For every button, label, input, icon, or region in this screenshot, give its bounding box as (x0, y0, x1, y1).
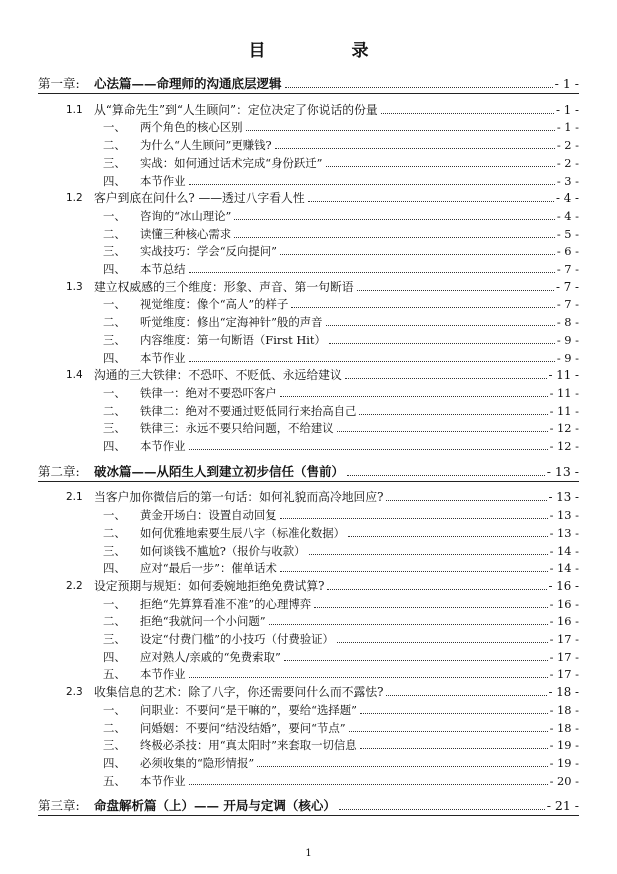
toc-subsection-row[interactable] (103, 134, 579, 152)
toc-entry-label: 读懂三种核心需求 (140, 226, 232, 241)
toc-entry-number: 二、 (103, 226, 126, 241)
toc-entry-label: 如何谈钱不尴尬?（报价与收款） (140, 543, 306, 558)
dot-leader (189, 272, 555, 273)
toc-section-row[interactable] (66, 575, 579, 593)
toc-entry-label: 听觉维度：修出“定海神针”般的声音 (140, 315, 323, 330)
toc-entry-page: - 14 - (549, 543, 579, 558)
toc-subsection-row[interactable] (103, 347, 579, 365)
toc-entry-number: 三、 (103, 738, 126, 753)
dot-leader (246, 130, 555, 131)
toc-entry-label: 拒绝“我就问一个小问题” (140, 614, 266, 629)
dot-leader (345, 378, 547, 379)
toc-entry-label: 建立权威感的三个维度：形象、声音、第一句断语 (94, 279, 354, 294)
toc-subsection-row[interactable] (103, 610, 579, 628)
toc-entry-label: 本节作业 (140, 667, 186, 682)
toc-entry-number: 1.2 (66, 192, 83, 205)
toc-section-row[interactable] (66, 187, 579, 205)
toc-chapter-row[interactable] (38, 461, 579, 479)
toc-entry-number: 三、 (103, 155, 126, 170)
dot-leader (234, 237, 555, 238)
toc-entry-page: - 11 - (549, 403, 579, 418)
dot-leader (275, 148, 555, 149)
toc-entry-page: - 7 - (556, 297, 579, 312)
toc-entry-label: 心法篇——命理师的沟通底层逻辑 (94, 76, 282, 91)
dot-leader (234, 219, 554, 220)
toc-chapter-row[interactable] (38, 73, 579, 91)
toc-entry-label: 铁律三：永远不要只给问题，不给建议 (140, 421, 334, 436)
toc-entry-number: 第三章: (38, 798, 80, 814)
dot-leader (386, 500, 546, 501)
toc-subsection-row[interactable] (103, 540, 579, 558)
toc-entry-label: 两个角色的核心区别 (140, 120, 243, 135)
toc-entry-number: 四、 (103, 262, 126, 276)
toc-entry-label: 应对“最后一步”：催单话术 (140, 561, 277, 576)
toc-entry-number: 一、 (103, 385, 126, 400)
toc-entry-number: 一、 (103, 120, 126, 135)
toc-subsection-row[interactable] (103, 593, 579, 611)
dot-leader (337, 642, 548, 643)
toc-entry-page: - 12 - (549, 421, 579, 436)
toc-entry-label: 从“算命先生”到“人生顾问”：定位决定了你说话的份量 (94, 102, 378, 117)
toc-entry-page: - 13 - (548, 490, 579, 505)
toc-entry-number: 三、 (103, 543, 126, 558)
page-number: 1 (305, 848, 312, 859)
toc-entry-page: - 18 - (549, 702, 579, 717)
toc-subsection-row[interactable] (103, 734, 579, 752)
toc-entry-page: - 17 - (549, 667, 579, 682)
toc-entry-label: 命盘解析篇（上）—— 开局与定调（核心） (94, 798, 336, 814)
dot-leader (326, 325, 555, 326)
toc-entry-page: - 1 - (556, 120, 579, 135)
toc-entry-page: - 1 - (554, 76, 579, 91)
dot-leader (339, 809, 545, 810)
toc-entry-page: - 6 - (556, 244, 579, 259)
toc-subsection-row[interactable] (103, 717, 579, 735)
toc-entry-label: 本节总结 (140, 262, 186, 276)
toc-subsection-row[interactable] (103, 752, 579, 770)
toc-entry-page: - 4 - (556, 208, 579, 223)
toc-entry-number: 一、 (103, 596, 126, 611)
dot-leader (280, 396, 548, 397)
toc-entry-label: 铁律二：绝对不要通过贬低同行来抬高自己 (140, 403, 357, 418)
dot-leader (189, 361, 555, 362)
toc-entry-number: 2.2 (66, 579, 83, 592)
toc-entry-label: 终极必杀技：用“真太阳时”来套取一切信息 (140, 738, 357, 753)
dot-leader (257, 766, 547, 767)
toc-subsection-row[interactable] (103, 646, 579, 664)
toc-entry-label: 实战：如何通过话术完成“身份跃迁” (140, 155, 323, 170)
toc-entry-page: - 5 - (556, 226, 579, 241)
toc-entry-number: 四、 (103, 439, 126, 453)
toc-subsection-row[interactable] (103, 504, 579, 522)
toc-entry-page: - 11 - (548, 368, 579, 383)
toc-entry-label: 破冰篇——从陌生人到建立初步信任（售前） (94, 463, 345, 479)
toc-entry-number: 二、 (103, 315, 126, 330)
toc-entry-number: 1.3 (66, 280, 83, 293)
toc-subsection-row[interactable] (103, 116, 579, 134)
dot-leader (280, 518, 548, 519)
toc-entry-number: 第一章: (38, 76, 80, 91)
dot-leader (348, 536, 548, 537)
toc-entry-page: - 9 - (556, 350, 579, 365)
toc-entry-page: - 14 - (549, 561, 579, 576)
toc-entry-label: 问职业：不要问“是干嘛的”，要给“选择题” (140, 702, 357, 717)
chapter-underline-rule (38, 815, 579, 816)
toc-entry-page: - 7 - (556, 279, 579, 294)
dot-leader (291, 307, 554, 308)
toc-entry-page: - 8 - (556, 315, 579, 330)
toc-entry-page: - 2 - (556, 138, 579, 153)
toc-entry-label: 拒绝“先算算看准不准”的心理博弈 (140, 596, 312, 611)
toc-entry-number: 三、 (103, 332, 126, 347)
toc-entry-page: - 19 - (549, 755, 579, 770)
dot-leader (309, 554, 548, 555)
toc-entry-number: 四、 (103, 755, 126, 770)
toc-entry-label: 设定预期与规矩：如何委婉地拒绝免费试算? (94, 578, 325, 593)
dot-leader (269, 624, 548, 625)
toc-entry-page: - 13 - (549, 525, 579, 540)
chapter-underline-rule (38, 481, 579, 482)
toc-entry-label: 设定“付费门槛”的小技巧（付费验证） (140, 632, 334, 646)
toc-entry-label: 咨询的“冰山理论” (140, 208, 232, 223)
toc-subsection-row[interactable] (103, 258, 579, 276)
toc-subsection-row[interactable] (103, 417, 579, 435)
toc-subsection-row[interactable] (103, 329, 579, 347)
toc-entry-label: 沟通的三大铁律：不恐吓、不贬低、永远给建议 (94, 368, 342, 383)
toc-entry-number: 第二章: (38, 463, 80, 479)
dot-leader (360, 748, 548, 749)
dot-leader (359, 414, 547, 415)
toc-entry-number: 四、 (103, 561, 126, 576)
toc-entry-number: 一、 (103, 702, 126, 717)
dot-leader (284, 660, 548, 661)
dot-leader (280, 254, 555, 255)
toc-section-row[interactable] (66, 681, 579, 699)
toc-entry-number: 三、 (103, 244, 126, 259)
dot-leader (314, 607, 547, 608)
toc-entry-label: 本节作业 (140, 773, 186, 788)
page-title: 目 录 (248, 41, 409, 61)
toc-entry-page: - 7 - (556, 262, 579, 276)
toc-subsection-row[interactable] (103, 170, 579, 188)
toc-subsection-row[interactable] (103, 205, 579, 223)
toc-entry-number: 二、 (103, 525, 126, 540)
toc-entry-number: 四、 (103, 350, 126, 365)
toc-entry-label: 本节作业 (140, 439, 186, 453)
toc-entry-number: 二、 (103, 403, 126, 418)
toc-entry-number: 二、 (103, 720, 126, 735)
toc-chapter-row[interactable] (38, 795, 579, 813)
toc-subsection-row[interactable] (103, 699, 579, 717)
dot-leader (189, 784, 548, 785)
toc-subsection-row[interactable] (103, 400, 579, 418)
toc-entry-number: 1.1 (66, 103, 83, 116)
toc-subsection-row[interactable] (103, 152, 579, 170)
toc-subsection-row[interactable] (103, 435, 579, 453)
toc-entry-number: 二、 (103, 138, 126, 153)
toc-entry-label: 内容维度：第一句断语（First Hit） (140, 332, 326, 347)
toc-entry-page: - 17 - (549, 632, 579, 646)
toc-entry-page: - 12 - (549, 439, 579, 453)
dot-leader (360, 713, 548, 714)
toc-entry-number: 一、 (103, 508, 126, 523)
toc-section-row[interactable] (66, 364, 579, 382)
toc-section-row[interactable] (66, 99, 579, 117)
dot-leader (349, 731, 548, 732)
toc-entry-page: - 16 - (549, 596, 579, 611)
dot-leader (189, 677, 548, 678)
toc-section-row[interactable] (66, 276, 579, 294)
toc-entry-label: 如何优雅地索要生辰八字（标准化数据） (140, 525, 346, 540)
toc-entry-label: 收集信息的艺术：除了八字，你还需要问什么而不露怯? (94, 685, 384, 700)
toc-subsection-row[interactable] (103, 293, 579, 311)
dot-leader (386, 695, 546, 696)
dot-leader (357, 290, 554, 291)
toc-entry-number: 一、 (103, 297, 126, 312)
toc-entry-page: - 20 - (549, 773, 579, 788)
toc-entry-number: 二、 (103, 614, 126, 629)
toc-entry-page: - 21 - (546, 798, 579, 814)
dot-leader (381, 113, 554, 114)
toc-subsection-row[interactable] (103, 522, 579, 540)
toc-entry-page: - 19 - (549, 738, 579, 753)
toc-entry-label: 为什么“人生顾问”更赚钱? (140, 138, 272, 153)
toc-entry-page: - 11 - (549, 385, 579, 400)
dot-leader (337, 431, 548, 432)
toc-entry-page: - 16 - (549, 614, 579, 629)
toc-entry-page: - 17 - (549, 649, 579, 664)
toc-entry-number: 一、 (103, 208, 126, 223)
toc-entry-label: 实战技巧：学会“反向提问” (140, 244, 277, 259)
toc-subsection-row[interactable] (103, 240, 579, 258)
toc-entry-page: - 2 - (556, 155, 579, 170)
toc-entry-number: 四、 (103, 649, 126, 664)
toc-entry-page: - 4 - (556, 191, 579, 206)
toc-entry-number: 四、 (103, 173, 126, 188)
toc-entry-label: 客户到底在问什么? ——透过八字看人性 (94, 191, 305, 206)
toc-entry-page: - 3 - (556, 173, 579, 188)
toc-entry-label: 视觉维度：像个“高人”的样子 (140, 297, 289, 312)
dot-leader (189, 449, 548, 450)
toc-subsection-row[interactable] (103, 628, 579, 646)
toc-subsection-row[interactable] (103, 223, 579, 241)
toc-entry-number: 2.3 (66, 686, 83, 699)
toc-entry-label: 本节作业 (140, 350, 186, 365)
toc-entry-page: - 9 - (556, 332, 579, 347)
toc-entry-label: 必须收集的“隐形情报” (140, 755, 255, 770)
toc-entry-number: 三、 (103, 632, 126, 646)
toc-subsection-row[interactable] (103, 663, 579, 681)
toc-entry-page: - 18 - (548, 685, 579, 700)
dot-leader (347, 475, 545, 476)
toc-entry-number: 1.4 (66, 369, 83, 382)
dot-leader (280, 571, 548, 572)
toc-entry-label: 问婚姻：不要问“结没结婚”，要问“节点” (140, 720, 346, 735)
toc-entry-number: 五、 (103, 773, 126, 788)
toc-entry-number: 2.1 (66, 491, 83, 504)
toc-entry-page: - 13 - (546, 463, 579, 479)
toc-entry-label: 应对熟人/亲戚的“免费索取” (140, 649, 281, 664)
dot-leader (326, 166, 555, 167)
dot-leader (189, 184, 555, 185)
toc-subsection-row[interactable] (103, 311, 579, 329)
toc-subsection-row[interactable] (103, 770, 579, 788)
dot-leader (308, 201, 554, 202)
dot-leader (285, 87, 553, 88)
toc-entry-label: 本节作业 (140, 173, 186, 188)
toc-entry-label: 黄金开场白：设置自动回复 (140, 508, 277, 523)
toc-entry-page: - 18 - (549, 720, 579, 735)
toc-section-row[interactable] (66, 486, 579, 504)
toc-entry-page: - 1 - (556, 102, 579, 117)
toc-subsection-row[interactable] (103, 557, 579, 575)
toc-entry-number: 五、 (103, 667, 126, 682)
dot-leader (329, 343, 555, 344)
toc-entry-label: 铁律一：绝对不要恐吓客户 (140, 385, 277, 400)
toc-entry-page: - 16 - (548, 578, 579, 593)
toc-entry-label: 当客户加你微信后的第一句话：如何礼貌而高冷地回应? (94, 490, 384, 505)
dot-leader (327, 589, 546, 590)
toc-subsection-row[interactable] (103, 382, 579, 400)
chapter-underline-rule (38, 93, 579, 94)
toc-entry-page: - 13 - (549, 508, 579, 523)
toc-entry-number: 三、 (103, 421, 126, 436)
